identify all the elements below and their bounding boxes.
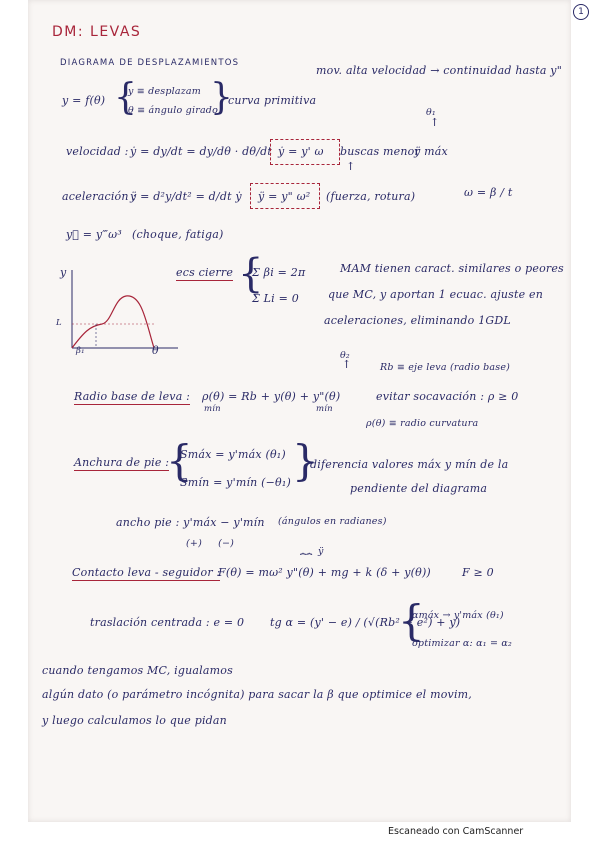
rb-definition: Rb ≡ eje leva (radio base) — [380, 362, 511, 373]
radio-base-formula: ρ(θ) = Rb + y(θ) + y"(θ) — [202, 390, 341, 403]
evitar-socavacion: evitar socavación : ρ ≥ 0 — [376, 390, 519, 403]
omega-formula: ω = β / t — [464, 186, 513, 199]
graph-curve — [72, 296, 154, 348]
ec-sum-l: Σ Li = 0 — [252, 292, 299, 305]
scanned-page — [28, 0, 584, 822]
up-arrow-icon: ↑ — [430, 116, 440, 129]
aceleracion-label: aceleración : — [62, 190, 137, 203]
angulos-radianes-note: (ángulos en radianes) — [278, 516, 387, 527]
graph-theta-label: θ — [152, 344, 159, 357]
anchura-pie-label: Anchura de pie : — [74, 456, 170, 469]
graph-l-label: L — [56, 318, 62, 328]
velocidad-boxed-formula: ẏ = y' ω — [278, 145, 324, 158]
up-arrow-icon: ↑ — [342, 358, 352, 371]
contacto-label: Contacto leva - seguidor : — [72, 566, 221, 579]
theta1-label: θ₁ — [426, 107, 436, 118]
velocidad-label: velocidad : — [66, 145, 129, 158]
def-y-formula: y = f(θ) — [62, 94, 106, 107]
brace-over-icon: ⏞⏞ — [300, 554, 313, 565]
min-subscript: mín — [204, 404, 221, 414]
jerk-formula: y⃛ = y‴ω³ — [66, 228, 122, 241]
ydd-label: ÿ — [318, 546, 324, 557]
scanner-footer: Escaneado con CamScanner — [388, 826, 524, 837]
smin-formula: Smín = y'mín (−θ₁) — [180, 476, 291, 489]
min-subscript: mín — [316, 404, 333, 414]
left-brace: { — [238, 251, 264, 297]
velocidad-formula: ẏ = dy/dt = dy/dθ · dθ/dt — [130, 145, 273, 158]
radio-base-label: Radio base de leva : — [74, 390, 191, 403]
left-brace: { — [166, 436, 193, 485]
graph-beta-label: β₁ — [76, 346, 85, 356]
ymax-ddot: ÿ máx — [414, 145, 448, 158]
ecs-cierre-label: ecs cierre — [176, 266, 234, 279]
section-diagram-heading: DIAGRAMA DE DESPLAZAMIENTOS — [60, 58, 240, 68]
alpha-optimizar-line: optimizar α: α₁ = α₂ — [412, 638, 513, 649]
left-brace: { — [398, 596, 425, 645]
ancho-pie-formula: ancho pie : y'máx − y'mín — [116, 516, 265, 529]
graph-y-label: y — [60, 266, 67, 279]
page-number: 1 — [573, 4, 589, 20]
def-y-line2: θ ≡ ángulo girado — [128, 105, 219, 116]
final-line2: algún dato (o parámetro incógnita) para sacar la β que optimice el movim, — [42, 688, 472, 701]
diferencia-line1: diferencia valores máx y mín de la — [310, 458, 509, 471]
final-line3: y luego calculamos lo que pidan — [42, 714, 227, 727]
tg-alpha-formula: tg α = (y' − e) / (√(Rb² − e²) + y) — [270, 616, 461, 629]
right-brace: } — [210, 77, 233, 118]
note-high-speed: mov. alta velocidad → continuidad hasta y" — [316, 64, 562, 77]
contacto-condition: F ≥ 0 — [462, 566, 494, 579]
signs-note: (+) (−) — [186, 538, 235, 549]
contacto-formula: F(θ) = mω² y"(θ) + mg + k (δ + y(θ)) — [218, 566, 431, 579]
mam-line1: MAM tienen caract. similares o peores — [340, 262, 564, 275]
mam-line2: que MC, y aportan 1 ecuac. ajuste en — [328, 288, 544, 301]
smax-formula: Smáx = y'máx (θ₁) — [180, 448, 286, 461]
buscas-menor: buscas menor — [340, 145, 420, 158]
rho-definition: ρ(θ) ≡ radio curvatura — [366, 418, 479, 429]
mam-line3: aceleraciones, eliminando 1GDL — [324, 314, 511, 327]
def-y-line1: y ≡ desplazam — [128, 86, 202, 97]
up-arrow-icon: ↑ — [346, 160, 356, 173]
curva-primitiva-label: curva primitiva — [228, 94, 317, 107]
diferencia-line2: pendiente del diagrama — [350, 482, 488, 495]
right-brace: } — [292, 436, 319, 485]
fuerza-rotura-note: (fuerza, rotura) — [326, 190, 416, 203]
displacement-graph — [50, 262, 190, 362]
left-brace: { — [114, 77, 137, 118]
aceleracion-formula: ÿ = d²y/dt² = d/dt ẏ — [130, 190, 242, 203]
page-title: DM: LEVAS — [52, 24, 142, 40]
alpha-max-line: αmáx → y'máx (θ₁) — [412, 610, 504, 621]
traslacion-centrada: traslación centrada : e = 0 — [90, 616, 245, 629]
final-line1: cuando tengamos MC, igualamos — [42, 664, 233, 677]
choque-fatiga-note: (choque, fatiga) — [132, 228, 224, 241]
aceleracion-boxed-formula: ÿ = y" ω² — [258, 190, 311, 203]
ec-sum-beta: Σ βi = 2π — [252, 266, 306, 279]
theta2-label: θ₂ — [340, 350, 350, 361]
